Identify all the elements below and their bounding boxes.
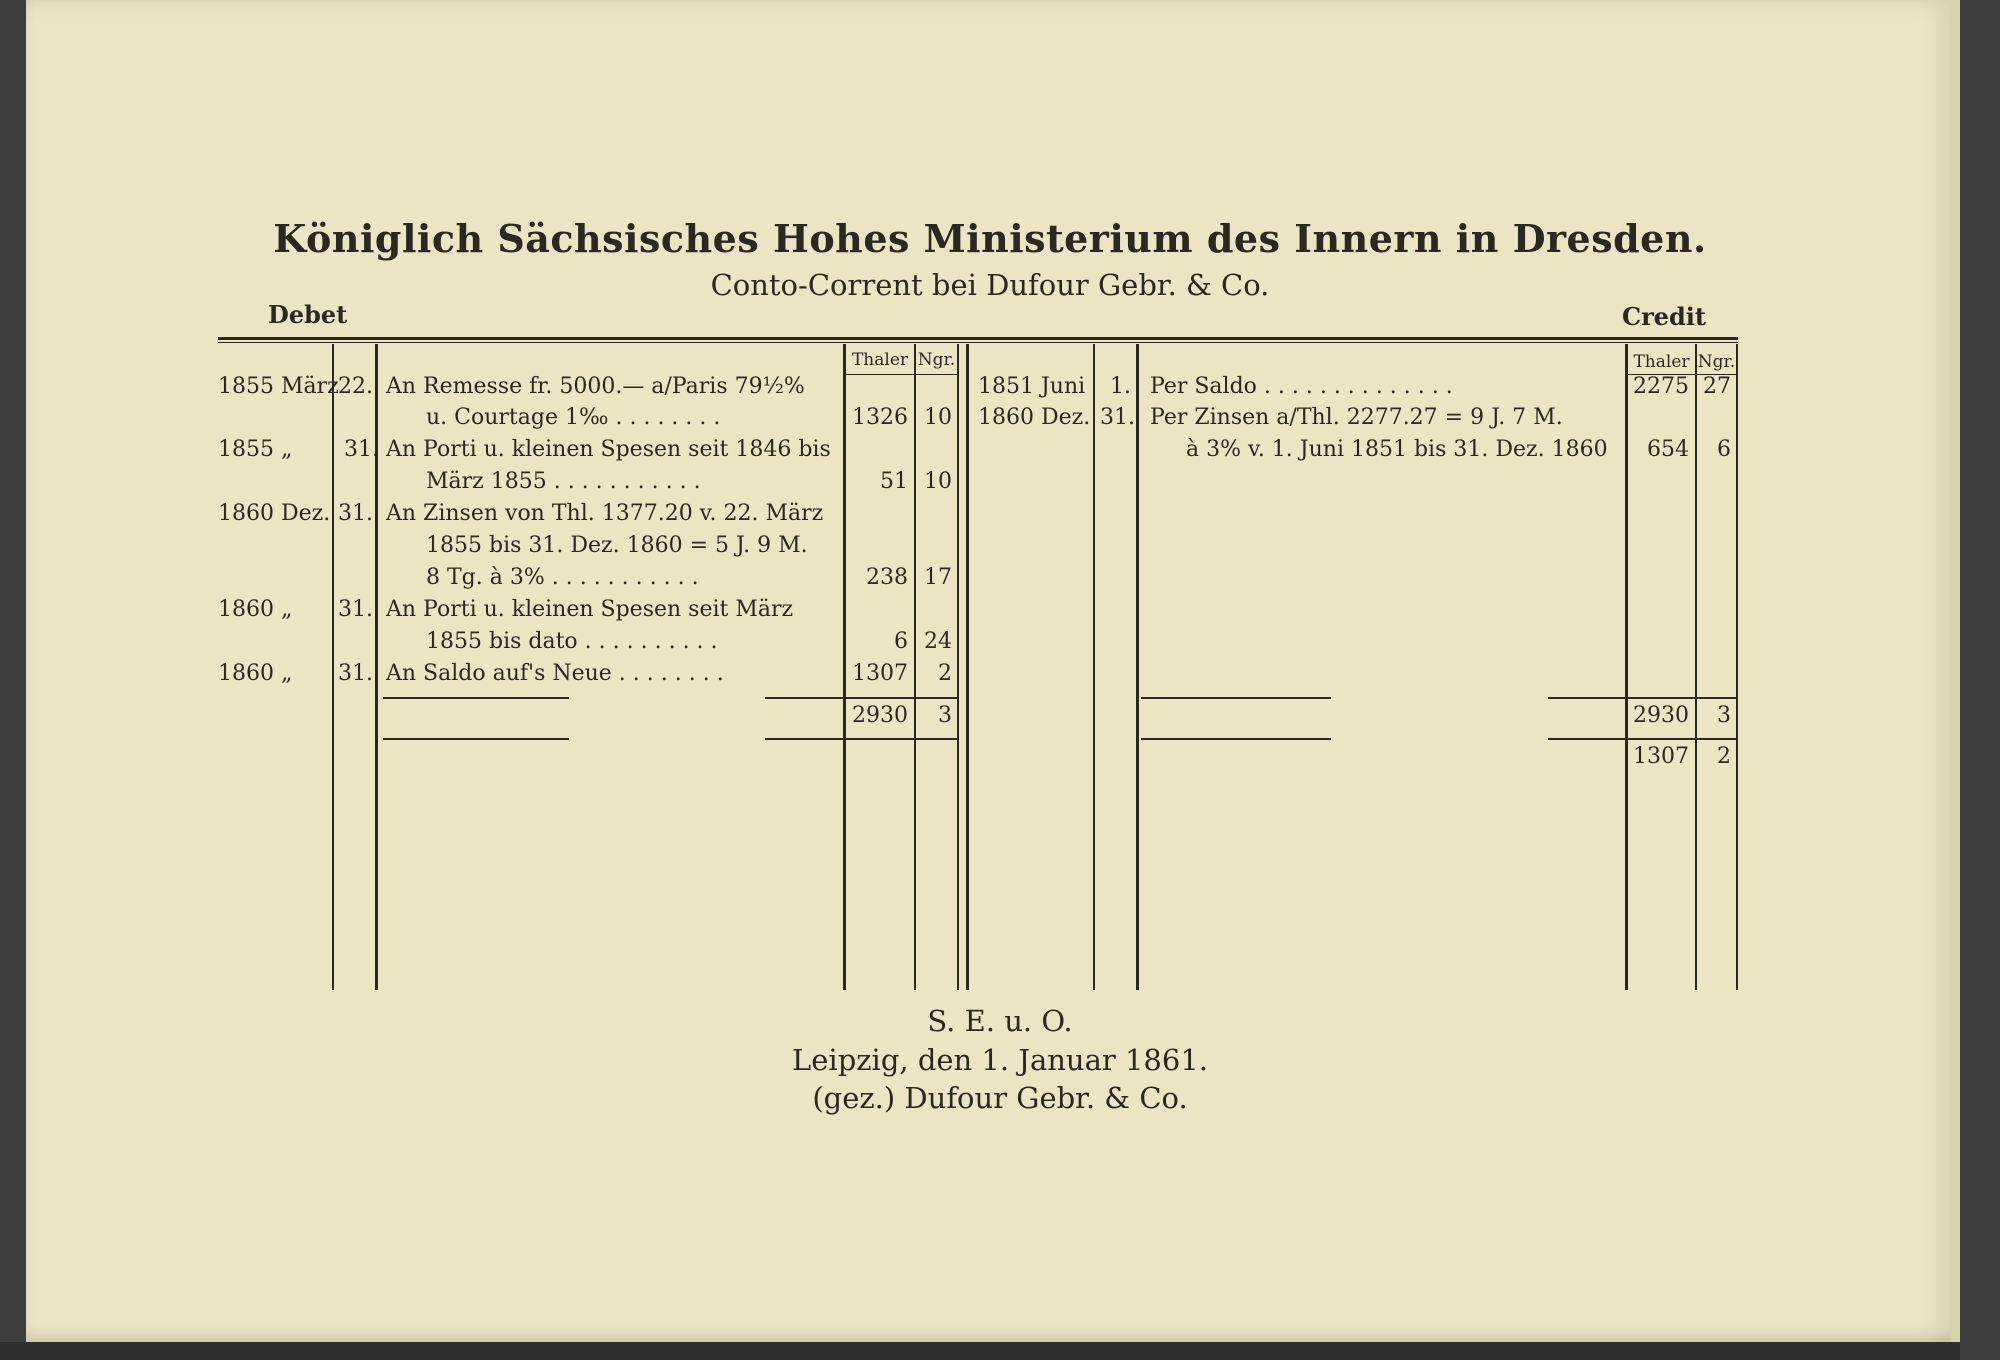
debit-thaler: 238 <box>866 565 908 590</box>
credit-day: 1. <box>1110 374 1131 399</box>
credit-ngr: 6 <box>1717 437 1731 462</box>
credit-day: 31. <box>1100 405 1135 430</box>
debit-sum-rule <box>383 697 569 699</box>
debit-text: 8 Tg. à 3% . . . . . . . . . . . <box>426 565 699 590</box>
debit-text: An Saldo auf's Neue . . . . . . . . <box>386 661 724 686</box>
document-subtitle: Conto-Corrent bei Dufour Gebr. & Co. <box>710 268 1270 302</box>
debit-thaler: 1326 <box>852 405 908 430</box>
debit-total-thaler: 2930 <box>852 703 908 728</box>
credit-total-thaler: 2930 <box>1633 703 1689 728</box>
credit-text: à 3% v. 1. Juni 1851 bis 31. Dez. 1860 <box>1186 437 1608 462</box>
credit-thaler-label: Thaler <box>1633 352 1690 372</box>
debit-day: 31. <box>344 437 379 462</box>
debit-ngr: 24 <box>924 629 952 654</box>
debit-ngr: 2 <box>938 661 952 686</box>
debit-ngr: 17 <box>924 565 952 590</box>
credit-date: 1860 Dez. <box>978 405 1091 430</box>
debit-text: An Porti u. kleinen Spesen seit 1846 bis <box>386 437 831 462</box>
debit-text: An Remesse fr. 5000.— a/Paris 79½% <box>386 374 805 399</box>
document-title: Königlich Sächsisches Hohes Ministerium des Innern in Dresden. <box>273 216 1707 261</box>
debit-day: 22. <box>338 374 373 399</box>
top-rule <box>218 337 1738 340</box>
credit-ngr-label: Ngr. <box>1697 352 1736 372</box>
footer-line-1: S. E. u. O. <box>927 1004 1073 1038</box>
debit-ngr-label: Ngr. <box>917 350 956 370</box>
credit-thaler: 654 <box>1647 437 1689 462</box>
debit-date: 1855 März <box>218 374 339 399</box>
credit-total-ngr: 3 <box>1717 703 1731 728</box>
debit-day: 31. <box>338 501 373 526</box>
debit-day: 31. <box>338 597 373 622</box>
debit-end-rule <box>957 344 959 990</box>
debit-ngr: 10 <box>924 405 952 430</box>
credit-text-rule <box>1136 344 1139 990</box>
debit-text: 1855 bis 31. Dez. 1860 = 5 J. 9 M. <box>426 533 808 558</box>
debit-thaler: 6 <box>894 629 908 654</box>
debit-thaler-label: Thaler <box>851 350 909 370</box>
debit-sum-rule <box>765 697 957 699</box>
debit-total-ngr: 3 <box>938 703 952 728</box>
top-rule-thin <box>218 342 1738 343</box>
debit-text: u. Courtage 1‰ . . . . . . . . <box>426 405 721 430</box>
credit-start-rule <box>966 344 969 990</box>
debit-text: 1855 bis dato . . . . . . . . . . <box>426 629 718 654</box>
debit-close-rule <box>765 738 957 740</box>
credit-ngr: 27 <box>1703 374 1731 399</box>
carry-thaler: 1307 <box>1633 744 1689 769</box>
debit-text: März 1855 . . . . . . . . . . . <box>426 469 701 494</box>
debit-header-rule <box>846 374 957 375</box>
debit-date: 1860 „ <box>218 661 293 686</box>
credit-sum-rule <box>1141 697 1331 699</box>
credit-close-rule <box>1141 738 1331 740</box>
footer-line-2: Leipzig, den 1. Januar 1861. <box>792 1043 1208 1077</box>
credit-day-rule <box>1093 344 1095 990</box>
credit-text: Per Saldo . . . . . . . . . . . . . . <box>1150 374 1453 399</box>
debet-header: Debet <box>268 300 348 329</box>
credit-text: Per Zinsen a/Thl. 2277.27 = 9 J. 7 M. <box>1150 405 1563 430</box>
debit-text: An Porti u. kleinen Spesen seit März <box>386 597 794 622</box>
credit-sum-rule <box>1548 697 1736 699</box>
carry-ngr: 2 <box>1717 744 1731 769</box>
debit-text: An Zinsen von Thl. 1377.20 v. 22. März <box>386 501 824 526</box>
credit-date: 1851 Juni <box>978 374 1086 399</box>
debit-date: 1860 „ <box>218 597 293 622</box>
footer-line-3: (gez.) Dufour Gebr. & Co. <box>812 1081 1188 1115</box>
credit-end-rule <box>1736 344 1738 990</box>
book-spine <box>1950 0 1960 1342</box>
debit-day: 31. <box>338 661 373 686</box>
book-edge <box>0 1342 1960 1360</box>
ledger-page <box>26 0 1960 1342</box>
debit-ngr: 10 <box>924 469 952 494</box>
debit-date: 1855 „ <box>218 437 293 462</box>
debit-close-rule <box>383 738 569 740</box>
debit-date: 1860 Dez. <box>218 501 331 526</box>
debit-thaler: 51 <box>880 469 908 494</box>
credit-header: Credit <box>1622 302 1706 331</box>
debit-day-rule <box>332 344 334 990</box>
credit-close-rule <box>1548 738 1736 740</box>
debit-thaler: 1307 <box>852 661 908 686</box>
credit-thaler: 2275 <box>1633 374 1689 399</box>
